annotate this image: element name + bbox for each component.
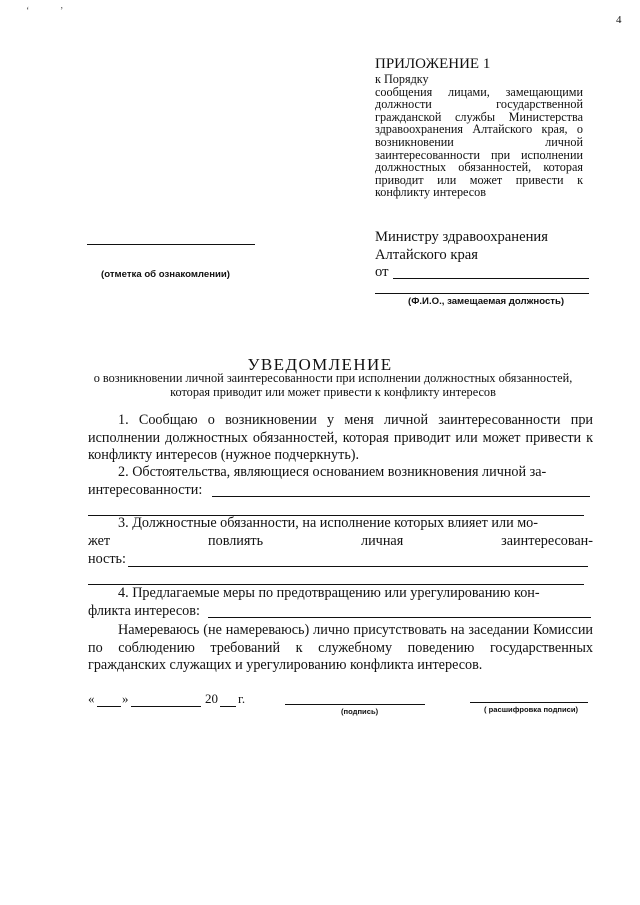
appendix-line: к Порядку <box>375 72 429 86</box>
from-label: от <box>375 264 389 280</box>
item-3-line1: 3. Должностные обязанности, на исполнение которых влияет или мо- <box>118 515 538 531</box>
item-2-line2: интересованности: <box>88 482 203 498</box>
name-position-caption: (Ф.И.О., замещаемая должность) <box>408 296 565 307</box>
signature-decode-caption: ( расшифровка подписи) <box>484 705 579 714</box>
acknowledgement-caption: (отметка об ознакомлении) <box>101 269 230 280</box>
month-field[interactable] <box>131 706 201 707</box>
item-4-answer-field[interactable] <box>208 617 591 618</box>
item-3-line2: жет повлиять личная заинтересован- <box>88 533 593 549</box>
quote-close: » <box>122 691 129 706</box>
date-field <box>88 691 95 707</box>
attendance-statement: Намереваюсь (не намереваюсь) лично присутствовать на заседании Комиссии по соблюдению требований к служебному поведению государственных гражданских служащих и урегулированию конфликта интересов. <box>88 622 593 674</box>
item-2-answer-field[interactable] <box>212 496 590 497</box>
item-1: 1. Сообщаю о возникновении у меня личной заинтересованности при исполнении должностных обязанностей, которая приводит или может привести к конфликту интересов (нужное подчеркнуть). <box>88 412 593 464</box>
addressee-block <box>375 229 548 282</box>
item-3-line3: ность: <box>88 551 126 567</box>
quote-open: « <box>88 691 95 706</box>
year-prefix: 20 <box>205 691 218 706</box>
signature-field[interactable] <box>285 704 425 705</box>
day-field[interactable] <box>97 706 121 707</box>
appendix-body: сообщения лицами, замещающими должности государственной гражданской службы Министерства здравоохранения Алтайского края, о возникновении личной заинтересованности при исполнении должностных обязанностей, которая приводит или может привести к конфликту интересов <box>375 84 583 200</box>
addressee-line: Министру здравоохранения <box>375 229 548 245</box>
year-field[interactable] <box>220 706 236 707</box>
item-3-answer-field[interactable] <box>128 566 588 567</box>
appendix-block <box>375 57 583 199</box>
year-suffix: г. <box>238 691 246 706</box>
addressee-line: Алтайского края <box>375 246 478 263</box>
item-2-line1: 2. Обстоятельства, являющиеся основанием возникновения личной за- <box>118 464 547 480</box>
notice-title: УВЕДОМЛЕНИЕ <box>247 355 393 374</box>
from-field[interactable] <box>393 278 589 279</box>
page-number: 4 <box>616 14 622 26</box>
item-4-line2: фликта интересов: <box>88 603 200 619</box>
notice-subtitle: о возникновении личной заинтересованности при исполнении должностных обязанностей, которая приводит или может привести к конфликту интересов <box>93 371 573 399</box>
appendix-heading: ПРИЛОЖЕНИЕ 1 <box>375 56 491 72</box>
acknowledgement-line[interactable] <box>87 244 255 245</box>
signature-decode-field[interactable] <box>470 702 588 703</box>
scan-mark: ’ <box>60 6 64 17</box>
item-4-line1: 4. Предлагаемые меры по предотвращению или урегулированию кон- <box>118 585 540 601</box>
scan-mark: ‘ <box>26 6 30 17</box>
name-position-field[interactable] <box>375 293 589 294</box>
signature-caption: (подпись) <box>341 707 379 716</box>
